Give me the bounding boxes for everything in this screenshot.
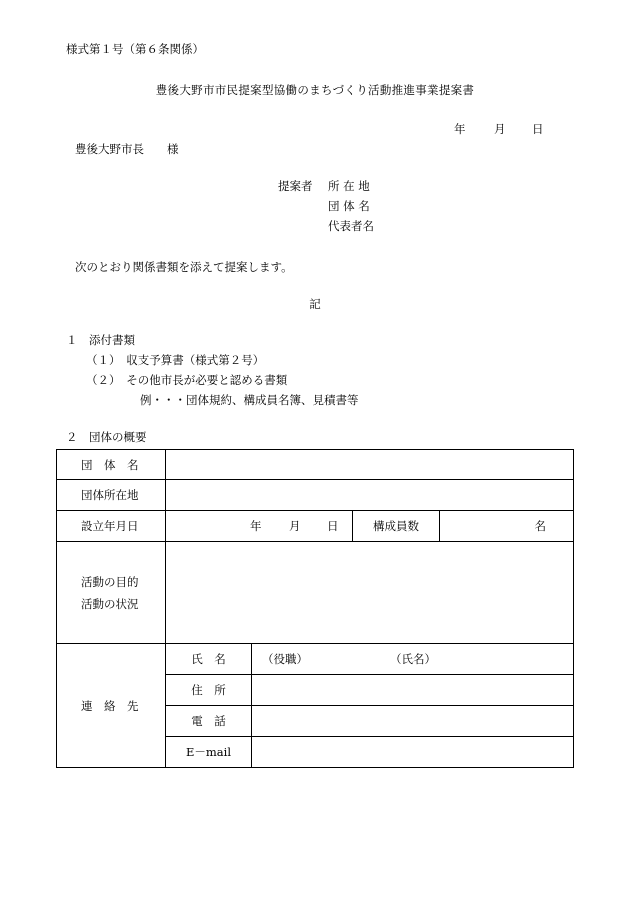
intro-text: 次のとおり関係書類を添えて提案します。: [75, 260, 293, 274]
contact-address-label: 住 所: [166, 675, 252, 706]
members-field[interactable]: [440, 511, 574, 542]
contact-name-label: 氏 名: [166, 644, 252, 675]
org-address-label: 団体所在地: [57, 480, 166, 511]
est-month: 月: [289, 519, 301, 533]
section1-example: 例・・・団体規約、構成員名簿、見積書等: [140, 393, 359, 407]
established-date-field[interactable]: [166, 511, 353, 542]
purpose-field[interactable]: [166, 542, 574, 644]
section1-item2: （２） その他市長が必要と認める書類: [86, 373, 288, 387]
org-overview-table: [56, 449, 574, 768]
contact-name-hint: （氏名）: [390, 652, 436, 666]
established-label: 設立年月日: [57, 511, 166, 542]
proposer-label: 提案者: [278, 179, 313, 193]
org-name-field[interactable]: [166, 450, 574, 480]
contact-phone-field[interactable]: [252, 706, 574, 737]
row-org-name: [57, 450, 574, 480]
members-unit: 名: [534, 519, 546, 533]
row-contact-name: [57, 644, 574, 675]
row-purpose: [57, 542, 574, 644]
purpose-label-line2: 活動の状況: [81, 596, 139, 611]
contact-name-field[interactable]: [252, 644, 574, 675]
proposer-org-label: 団 体 名: [328, 199, 370, 213]
row-established: [57, 511, 574, 542]
addressee: 豊後大野市長 様: [75, 142, 179, 156]
contact-email-label: E－mail: [166, 737, 252, 768]
members-label: 構成員数: [353, 511, 440, 542]
section1-item1: （１） 収支予算書（様式第２号）: [86, 353, 265, 367]
form-number: 様式第１号（第６条関係）: [66, 42, 204, 56]
ki-heading: 記: [309, 297, 321, 311]
contact-post-hint: （役職）: [262, 652, 308, 666]
est-day: 日: [327, 519, 339, 533]
contact-phone-label: 電 話: [166, 706, 252, 737]
proposer-rep-label: 代表者名: [328, 219, 374, 233]
purpose-label: [57, 542, 166, 644]
date-day: 日: [532, 122, 544, 136]
section1-heading: １ 添付書類: [66, 333, 135, 347]
org-address-field[interactable]: [166, 480, 574, 511]
est-year: 年: [250, 519, 262, 533]
row-org-address: [57, 480, 574, 511]
contact-address-field[interactable]: [252, 675, 574, 706]
proposer-address-label: 所 在 地: [328, 179, 370, 193]
document-title: 豊後大野市市民提案型協働のまちづくり活動推進事業提案書: [155, 83, 475, 97]
section2-heading: ２ 団体の概要: [66, 430, 147, 444]
date-month: 月: [494, 122, 506, 136]
org-name-label: 団 体 名: [57, 450, 166, 480]
purpose-label-line1: 活動の目的: [81, 574, 139, 589]
contact-email-field[interactable]: [252, 737, 574, 768]
date-year: 年: [454, 122, 466, 136]
contact-label: 連 絡 先: [57, 644, 166, 768]
